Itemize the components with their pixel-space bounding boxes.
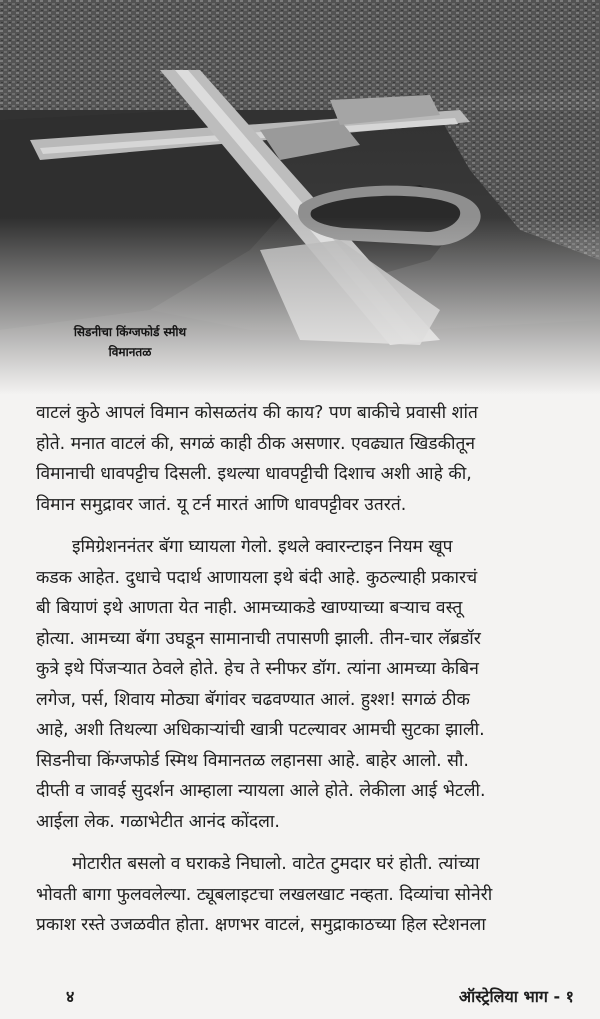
page-footer xyxy=(0,985,600,1009)
paragraph-2 xyxy=(36,532,600,837)
text-line: बी बियाणं इथे आणता येत नाही. आमच्याकडे खाण्याच्या बऱ्याच वस्तू xyxy=(36,598,463,618)
text-line: लगेज, पर्स, शिवाय मोठ्या बॅगांवर चढवण्यात आलं. हुश्श! सगळं ठीक xyxy=(36,689,470,710)
page-number: ४ xyxy=(66,987,75,1006)
text-line: आईला लेक. गळाभेटीत आनंद कोंदला. xyxy=(36,811,280,832)
photo-caption xyxy=(30,322,230,362)
text-line: कडक आहेत. दुधाचे पदार्थ आणायला इथे बंदी आहे. कुठल्याही प्रकारचं xyxy=(36,567,478,588)
text-line: कुत्रे इथे पिंजऱ्यात ठेवले होते. हेच ते स्नीफर डॉग. त्यांना आमच्या केबिन xyxy=(36,659,479,679)
text-line: भोवती बागा फुलवलेल्या. ट्यूबलाइटचा लखलखाट नव्हता. दिव्यांचा सोनेरी xyxy=(36,884,493,905)
text-line: इमिग्रेशननंतर बॅगा घ्यायला गेलो. इथले क्वारन्टाइन नियम खूप xyxy=(72,537,453,557)
running-head: ऑस्ट्रेलिया भाग - १ xyxy=(458,987,574,1006)
text-line: मोटारीत बसलो व घराकडे निघालो. वाटेत टुमदार घरं होती. त्यांच्या xyxy=(72,854,480,874)
text-line: विमानाची धावपट्टीच दिसली. इथल्या धावपट्टीची दिशाच अशी आहे की, xyxy=(36,464,472,484)
text-line: प्रकाश रस्ते उजळवीत होता. क्षणभर वाटलं, समुद्राकाठच्या हिल स्टेशनला xyxy=(36,915,486,935)
text-line: सिडनीचा किंग्जफोर्ड स्मिथ विमानतळ लहानसा आहे. बाहेर आलो. सौ. xyxy=(36,750,469,771)
paragraph-1 xyxy=(36,398,600,520)
caption-line-2: विमानतळ xyxy=(108,345,152,359)
paragraph-3 xyxy=(36,849,600,941)
text-line: विमान समुद्रावर जातं. यू टर्न मारतं आणि धावपट्टीवर उतरतं. xyxy=(36,494,407,515)
text-line: दीप्ती व जावई सुदर्शन आम्हाला न्यायला आले होते. लेकीला आई भेटली. xyxy=(36,781,486,801)
text-line: आहे, अशी तिथल्या अधिकाऱ्यांची खात्री पटल्यावर आमची सुटका झाली. xyxy=(36,720,485,740)
body-text xyxy=(36,398,600,941)
text-line: होत्या. आमच्या बॅगा उघडून सामानाची तपासणी झाली. तीन-चार लॅब्रडॉर xyxy=(36,628,481,649)
text-line: वाटलं कुठे आपलं विमान कोसळतंय की काय? पण बाकीचे प्रवासी शांत xyxy=(36,403,478,423)
text-line: होते. मनात वाटलं की, सगळं काही ठीक असणार. एवढ्यात खिडकीतून xyxy=(36,433,476,454)
caption-line-1: सिडनीचा किंग्जफोर्ड स्मीथ xyxy=(73,325,187,339)
